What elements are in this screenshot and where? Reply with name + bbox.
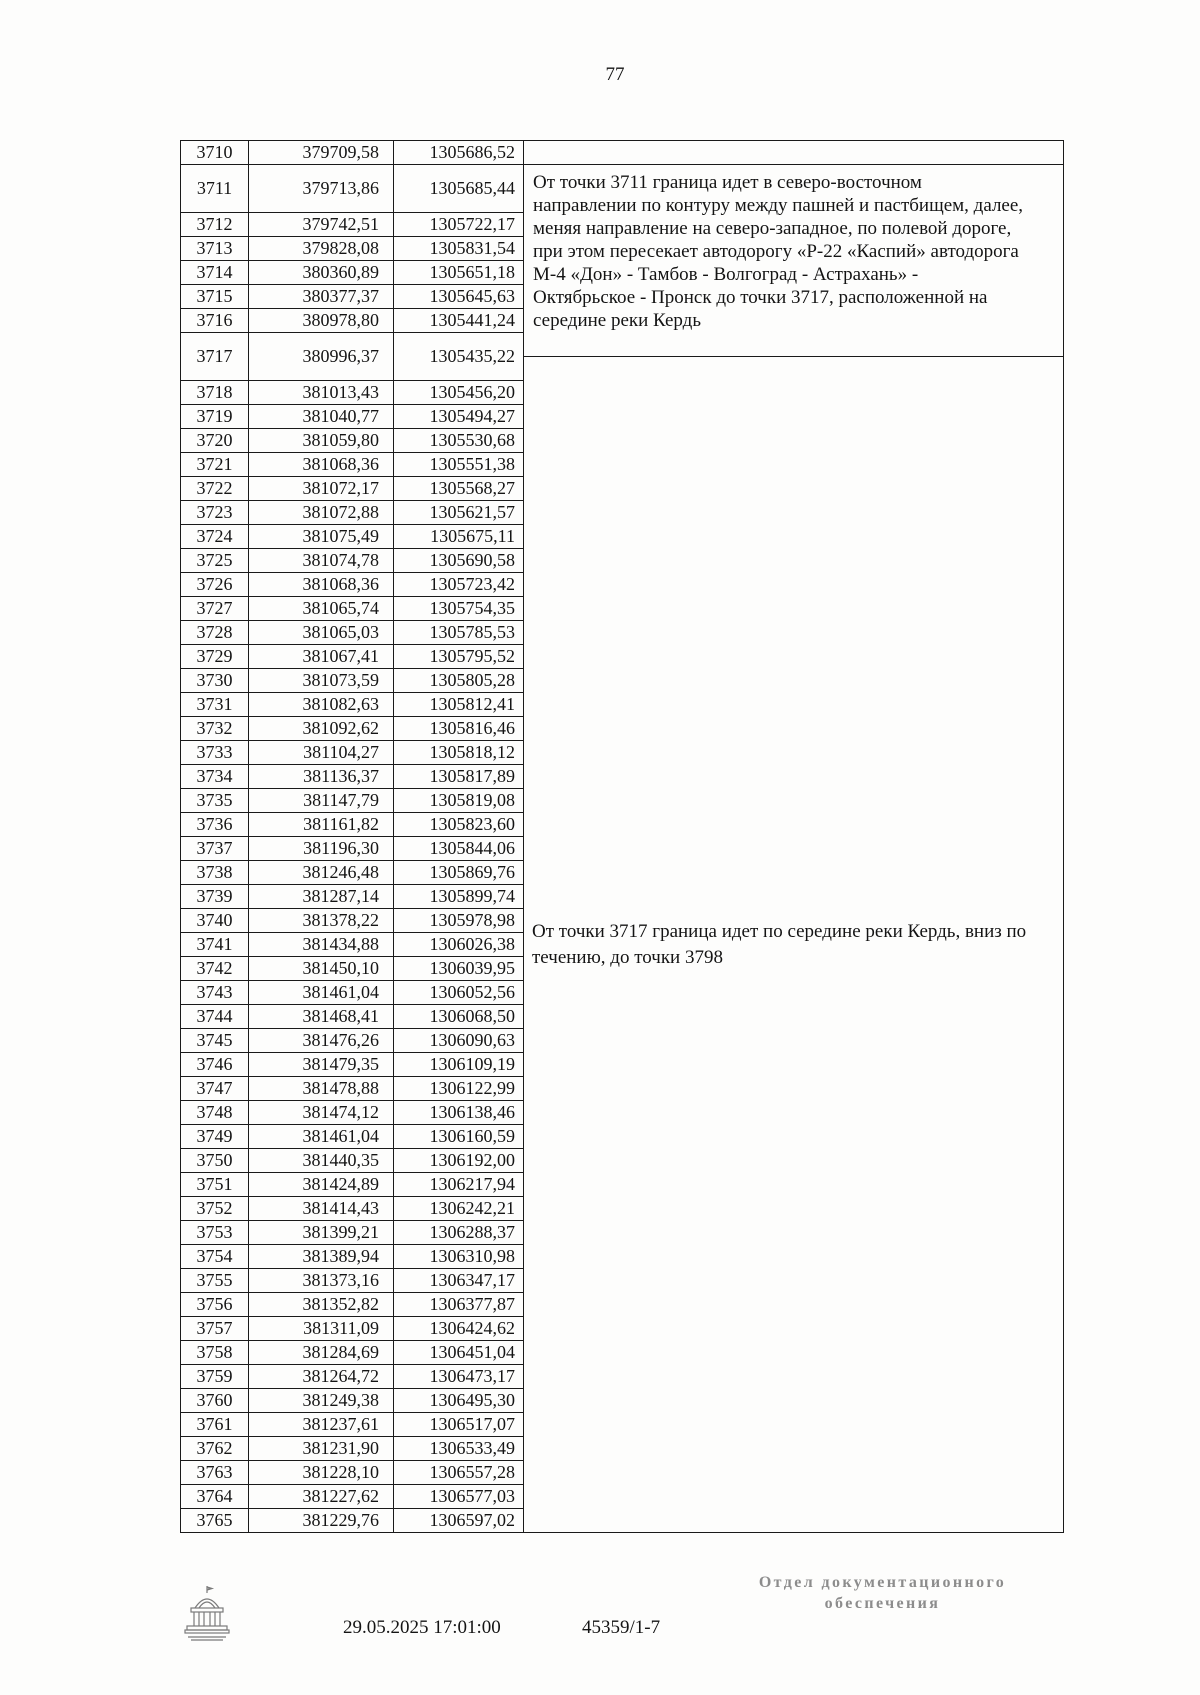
y-coordinate-cell: 1305823,60 — [394, 813, 524, 837]
point-number-cell: 3764 — [181, 1485, 249, 1509]
x-coordinate-cell: 381065,03 — [249, 621, 394, 645]
x-coordinate-cell: 381082,63 — [249, 693, 394, 717]
y-coordinate-cell: 1305685,44 — [394, 165, 524, 213]
boundary-description-1 — [524, 165, 1063, 357]
y-coordinate-cell: 1305722,17 — [394, 213, 524, 237]
x-coordinate-cell: 381065,74 — [249, 597, 394, 621]
x-coordinate-cell: 379709,58 — [249, 141, 394, 165]
y-coordinate-cell: 1305456,20 — [394, 381, 524, 405]
point-number-cell: 3762 — [181, 1437, 249, 1461]
description-empty-cell — [524, 141, 1063, 165]
point-number-cell: 3748 — [181, 1101, 249, 1125]
y-coordinate-cell: 1305795,52 — [394, 645, 524, 669]
y-coordinate-cell: 1305818,12 — [394, 741, 524, 765]
x-coordinate-cell: 381040,77 — [249, 405, 394, 429]
point-number-cell: 3743 — [181, 981, 249, 1005]
y-coordinate-cell: 1306192,00 — [394, 1149, 524, 1173]
y-coordinate-cell: 1305844,06 — [394, 837, 524, 861]
description-line: середине реки Кердь — [533, 310, 702, 331]
y-coordinate-cell: 1306451,04 — [394, 1341, 524, 1365]
x-coordinate-cell: 381237,61 — [249, 1413, 394, 1437]
x-coordinate-cell: 381478,88 — [249, 1077, 394, 1101]
y-coordinate-cell: 1305551,38 — [394, 453, 524, 477]
y-coordinate-cell: 1306597,02 — [394, 1509, 524, 1533]
department-stamp — [725, 1572, 1040, 1614]
point-number-cell: 3753 — [181, 1221, 249, 1245]
stamp-line: обеспечения — [824, 1595, 941, 1612]
boundary-description-2 — [524, 357, 1063, 1532]
point-number-cell: 3747 — [181, 1077, 249, 1101]
y-coordinate-cell: 1306122,99 — [394, 1077, 524, 1101]
point-number-cell: 3724 — [181, 525, 249, 549]
y-coordinate-cell: 1306109,19 — [394, 1053, 524, 1077]
point-number-cell: 3737 — [181, 837, 249, 861]
x-coordinate-cell: 381373,16 — [249, 1269, 394, 1293]
boundary-description-column — [524, 140, 1064, 1533]
y-coordinate-cell: 1306288,37 — [394, 1221, 524, 1245]
point-number-cell: 3739 — [181, 885, 249, 909]
y-coordinate-cell: 1305831,54 — [394, 237, 524, 261]
y-coordinate-cell: 1306347,17 — [394, 1269, 524, 1293]
y-coordinate-cell: 1305686,52 — [394, 141, 524, 165]
x-coordinate-cell: 380377,37 — [249, 285, 394, 309]
x-coordinate-cell: 381068,36 — [249, 573, 394, 597]
point-number-cell: 3730 — [181, 669, 249, 693]
y-coordinate-cell: 1306242,21 — [394, 1197, 524, 1221]
x-coordinate-cell: 381067,41 — [249, 645, 394, 669]
point-number-cell: 3740 — [181, 909, 249, 933]
x-coordinate-cell: 381311,09 — [249, 1317, 394, 1341]
point-number-cell: 3715 — [181, 285, 249, 309]
x-coordinate-cell: 381434,88 — [249, 933, 394, 957]
y-coordinate-cell: 1305978,98 — [394, 909, 524, 933]
y-coordinate-cell: 1306424,62 — [394, 1317, 524, 1341]
point-number-cell: 3716 — [181, 309, 249, 333]
coordinates-table — [180, 140, 524, 1533]
stamp-line: Отдел документационного — [758, 1574, 1007, 1591]
point-number-cell: 3710 — [181, 141, 249, 165]
point-number-cell: 3726 — [181, 573, 249, 597]
y-coordinate-cell: 1305754,35 — [394, 597, 524, 621]
y-coordinate-cell: 1305899,74 — [394, 885, 524, 909]
point-number-cell: 3738 — [181, 861, 249, 885]
point-number-cell: 3756 — [181, 1293, 249, 1317]
point-number-cell: 3714 — [181, 261, 249, 285]
y-coordinate-cell: 1305494,27 — [394, 405, 524, 429]
y-coordinate-cell: 1306052,56 — [394, 981, 524, 1005]
point-number-cell: 3751 — [181, 1173, 249, 1197]
point-number-cell: 3755 — [181, 1269, 249, 1293]
description-line: течению, до точки 3798 — [532, 946, 723, 968]
point-number-cell: 3712 — [181, 213, 249, 237]
x-coordinate-cell: 380996,37 — [249, 333, 394, 381]
y-coordinate-cell: 1305441,24 — [394, 309, 524, 333]
point-number-cell: 3744 — [181, 1005, 249, 1029]
y-coordinate-cell: 1306217,94 — [394, 1173, 524, 1197]
description-line: меняя направление на северо-западное, по полевой дороге, — [533, 218, 1012, 239]
point-number-cell: 3731 — [181, 693, 249, 717]
y-coordinate-cell: 1305568,27 — [394, 477, 524, 501]
y-coordinate-cell: 1305819,08 — [394, 789, 524, 813]
description-line: направлении по контуру между пашней и пастбищем, далее, — [533, 195, 1024, 216]
footer-datetime: 29.05.2025 17:01:00 — [343, 1617, 501, 1638]
x-coordinate-cell: 380360,89 — [249, 261, 394, 285]
point-number-cell: 3720 — [181, 429, 249, 453]
y-coordinate-cell: 1306557,28 — [394, 1461, 524, 1485]
x-coordinate-cell: 381476,26 — [249, 1029, 394, 1053]
x-coordinate-cell: 381072,88 — [249, 501, 394, 525]
y-coordinate-cell: 1305816,46 — [394, 717, 524, 741]
y-coordinate-cell: 1306026,38 — [394, 933, 524, 957]
point-number-cell: 3723 — [181, 501, 249, 525]
x-coordinate-cell: 381246,48 — [249, 861, 394, 885]
x-coordinate-cell: 381074,78 — [249, 549, 394, 573]
y-coordinate-cell: 1306039,95 — [394, 957, 524, 981]
x-coordinate-cell: 381013,43 — [249, 381, 394, 405]
point-number-cell: 3734 — [181, 765, 249, 789]
y-coordinate-cell: 1306517,07 — [394, 1413, 524, 1437]
y-coordinate-cell: 1305812,41 — [394, 693, 524, 717]
page-number: 77 — [605, 64, 625, 85]
y-coordinate-cell: 1305785,53 — [394, 621, 524, 645]
point-number-cell: 3760 — [181, 1389, 249, 1413]
x-coordinate-cell: 381231,90 — [249, 1437, 394, 1461]
point-number-cell: 3735 — [181, 789, 249, 813]
x-coordinate-cell: 381264,72 — [249, 1365, 394, 1389]
x-coordinate-cell: 381284,69 — [249, 1341, 394, 1365]
x-coordinate-cell: 381092,62 — [249, 717, 394, 741]
point-number-cell: 3727 — [181, 597, 249, 621]
y-coordinate-cell: 1306377,87 — [394, 1293, 524, 1317]
description-line: От точки 3711 граница идет в северо-восточном — [533, 172, 922, 193]
x-coordinate-cell: 381352,82 — [249, 1293, 394, 1317]
y-coordinate-cell: 1306577,03 — [394, 1485, 524, 1509]
x-coordinate-cell: 381461,04 — [249, 981, 394, 1005]
point-number-cell: 3758 — [181, 1341, 249, 1365]
y-coordinate-cell: 1306473,17 — [394, 1365, 524, 1389]
point-number-cell: 3732 — [181, 717, 249, 741]
x-coordinate-cell: 381479,35 — [249, 1053, 394, 1077]
point-number-cell: 3719 — [181, 405, 249, 429]
point-number-cell: 3752 — [181, 1197, 249, 1221]
point-number-cell: 3717 — [181, 333, 249, 381]
x-coordinate-cell: 381468,41 — [249, 1005, 394, 1029]
x-coordinate-cell: 381059,80 — [249, 429, 394, 453]
point-number-cell: 3754 — [181, 1245, 249, 1269]
point-number-cell: 3721 — [181, 453, 249, 477]
y-coordinate-cell: 1305621,57 — [394, 501, 524, 525]
point-number-cell: 3718 — [181, 381, 249, 405]
point-number-cell: 3750 — [181, 1149, 249, 1173]
description-line: М-4 «Дон» - Тамбов - Волгоград - Астрахань» - — [533, 264, 919, 285]
point-number-cell: 3711 — [181, 165, 249, 213]
emblem-icon — [182, 1584, 232, 1642]
x-coordinate-cell: 381161,82 — [249, 813, 394, 837]
point-number-cell: 3729 — [181, 645, 249, 669]
point-number-cell: 3713 — [181, 237, 249, 261]
description-line: Октябрьское - Пронск до точки 3717, расположенной на — [533, 287, 988, 308]
y-coordinate-cell: 1306310,98 — [394, 1245, 524, 1269]
x-coordinate-cell: 381461,04 — [249, 1125, 394, 1149]
point-number-cell: 3759 — [181, 1365, 249, 1389]
x-coordinate-cell: 381073,59 — [249, 669, 394, 693]
y-coordinate-cell: 1306138,46 — [394, 1101, 524, 1125]
footer-document-number: 45359/1-7 — [582, 1617, 661, 1638]
y-coordinate-cell: 1305869,76 — [394, 861, 524, 885]
x-coordinate-cell: 381075,49 — [249, 525, 394, 549]
point-number-cell: 3757 — [181, 1317, 249, 1341]
x-coordinate-cell: 381414,43 — [249, 1197, 394, 1221]
point-number-cell: 3733 — [181, 741, 249, 765]
x-coordinate-cell: 381389,94 — [249, 1245, 394, 1269]
x-coordinate-cell: 381378,22 — [249, 909, 394, 933]
point-number-cell: 3763 — [181, 1461, 249, 1485]
y-coordinate-cell: 1305530,68 — [394, 429, 524, 453]
y-coordinate-cell: 1306495,30 — [394, 1389, 524, 1413]
x-coordinate-cell: 381227,62 — [249, 1485, 394, 1509]
y-coordinate-cell: 1305690,58 — [394, 549, 524, 573]
y-coordinate-cell: 1305805,28 — [394, 669, 524, 693]
y-coordinate-cell: 1305723,42 — [394, 573, 524, 597]
y-coordinate-cell: 1306090,63 — [394, 1029, 524, 1053]
x-coordinate-cell: 381228,10 — [249, 1461, 394, 1485]
x-coordinate-cell: 381450,10 — [249, 957, 394, 981]
point-number-cell: 3741 — [181, 933, 249, 957]
point-number-cell: 3742 — [181, 957, 249, 981]
point-number-cell: 3746 — [181, 1053, 249, 1077]
point-number-cell: 3722 — [181, 477, 249, 501]
x-coordinate-cell: 381440,35 — [249, 1149, 394, 1173]
y-coordinate-cell: 1305435,22 — [394, 333, 524, 381]
y-coordinate-cell: 1305675,11 — [394, 525, 524, 549]
y-coordinate-cell: 1306068,50 — [394, 1005, 524, 1029]
x-coordinate-cell: 381068,36 — [249, 453, 394, 477]
point-number-cell: 3725 — [181, 549, 249, 573]
x-coordinate-cell: 381249,38 — [249, 1389, 394, 1413]
description-line: От точки 3717 граница идет по середине реки Кердь, вниз по — [532, 920, 1027, 942]
x-coordinate-cell: 381072,17 — [249, 477, 394, 501]
x-coordinate-cell: 380978,80 — [249, 309, 394, 333]
point-number-cell: 3761 — [181, 1413, 249, 1437]
x-coordinate-cell: 379713,86 — [249, 165, 394, 213]
point-number-cell: 3745 — [181, 1029, 249, 1053]
x-coordinate-cell: 381287,14 — [249, 885, 394, 909]
x-coordinate-cell: 381104,27 — [249, 741, 394, 765]
y-coordinate-cell: 1306160,59 — [394, 1125, 524, 1149]
x-coordinate-cell: 381399,21 — [249, 1221, 394, 1245]
x-coordinate-cell: 379742,51 — [249, 213, 394, 237]
y-coordinate-cell: 1305645,63 — [394, 285, 524, 309]
point-number-cell: 3728 — [181, 621, 249, 645]
x-coordinate-cell: 379828,08 — [249, 237, 394, 261]
point-number-cell: 3765 — [181, 1509, 249, 1533]
x-coordinate-cell: 381474,12 — [249, 1101, 394, 1125]
x-coordinate-cell: 381136,37 — [249, 765, 394, 789]
x-coordinate-cell: 381424,89 — [249, 1173, 394, 1197]
y-coordinate-cell: 1305651,18 — [394, 261, 524, 285]
x-coordinate-cell: 381229,76 — [249, 1509, 394, 1533]
x-coordinate-cell: 381147,79 — [249, 789, 394, 813]
x-coordinate-cell: 381196,30 — [249, 837, 394, 861]
point-number-cell: 3749 — [181, 1125, 249, 1149]
y-coordinate-cell: 1306533,49 — [394, 1437, 524, 1461]
y-coordinate-cell: 1305817,89 — [394, 765, 524, 789]
description-line: при этом пересекает автодорогу «Р-22 «Каспий» автодорога — [533, 241, 1019, 262]
point-number-cell: 3736 — [181, 813, 249, 837]
